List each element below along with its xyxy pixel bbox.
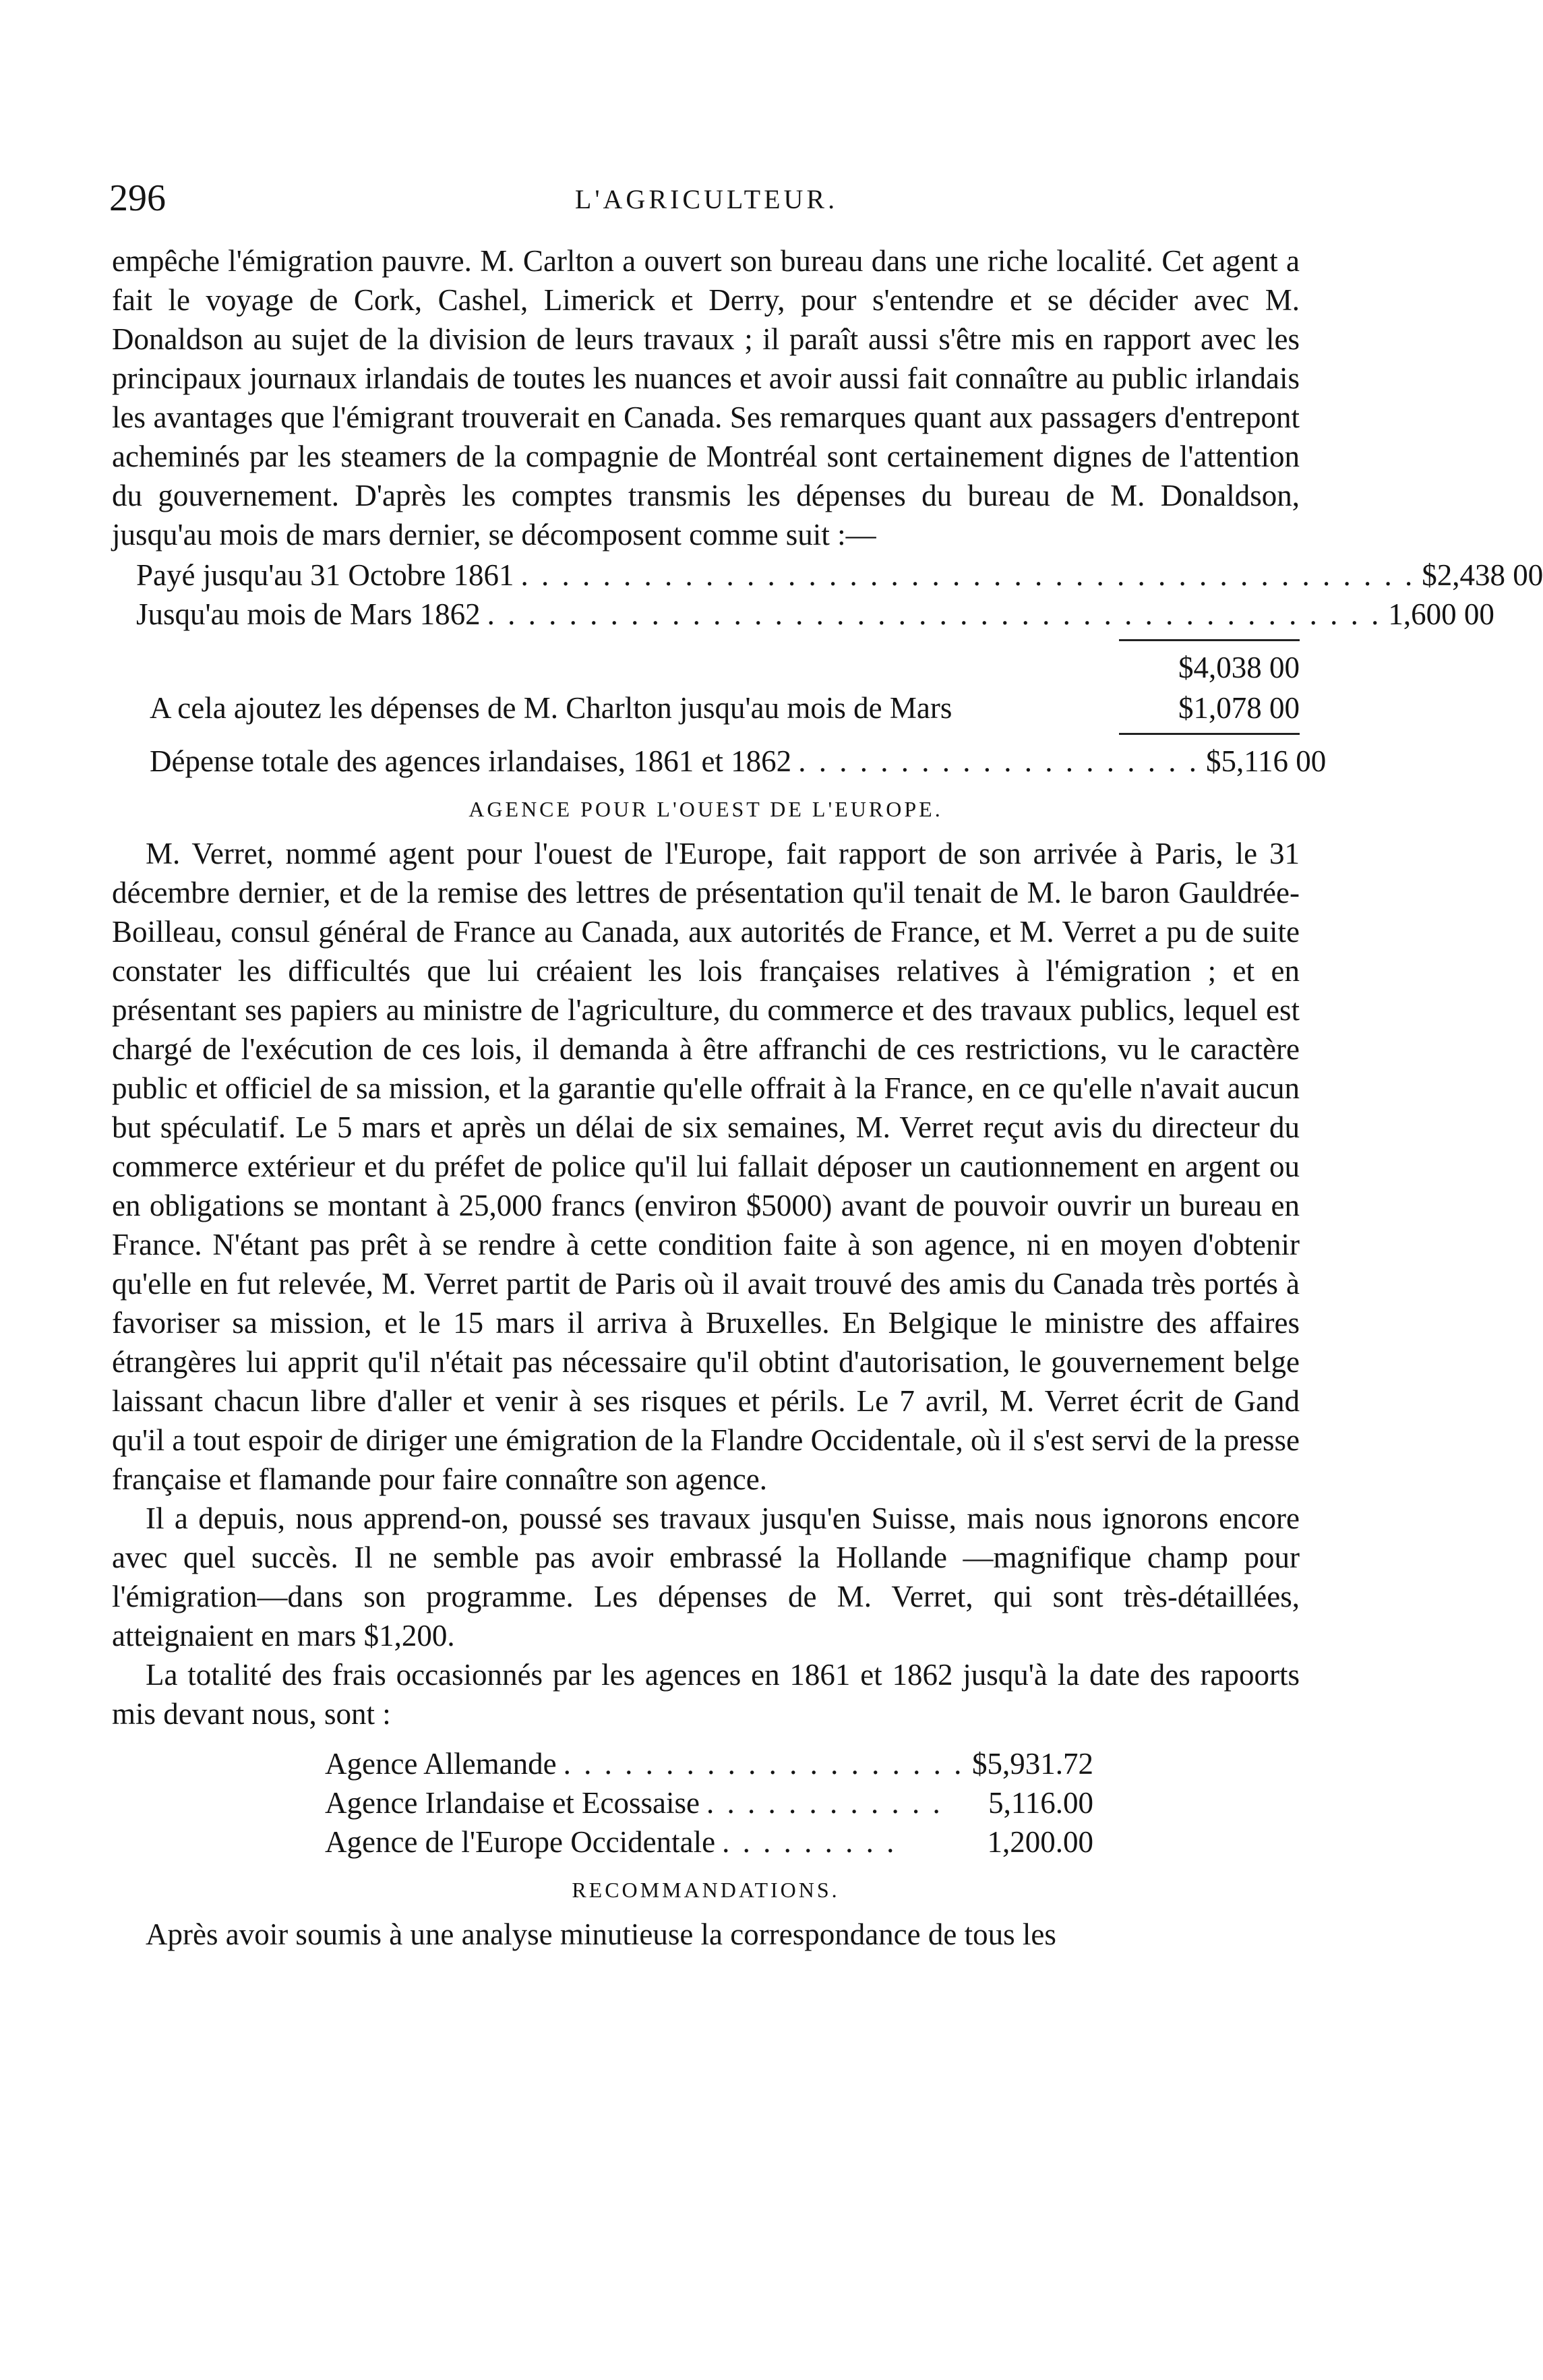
ledger-row	[112, 595, 1494, 634]
ledger-total-row	[112, 742, 1327, 781]
paragraph-totals-intro: La totalité des frais occasionnés par les agences en 1861 et 1862 jusqu'à la date des rapoorts mis devant nous, sont :	[112, 1658, 1300, 1731]
agency-label: Agence de l'Europe Occidentale	[325, 1825, 716, 1859]
leader-dots: . . . . . . . . .	[722, 1825, 897, 1859]
ledger-row	[112, 556, 1543, 595]
expenses-ledger	[112, 556, 1543, 687]
paragraph-verret: M. Verret, nommé agent pour l'ouest de l'Europe, fait rapport de son arrivée à Paris, le 31 décembre dernier, et de la remise des lettres de présentation qu'il tenait de M. le baron Gauldrée-Boilleau, consul général de France au Canada, aux autorités de France, et M. Verret a pu de suite constater les difficultés que lui créaient les lois françaises relatives à l'émigration ; et en présentant ses papiers au ministre de l'agriculture, du commerce et des travaux publics, lequel est chargé de l'exécution de ces lois, il demanda à être affranchi de ces restrictions, vu le caractère public et officiel de sa mission, et la garantie qu'elle offrait à la France, en ce qu'elle n'avait aucun but spéculatif. Le 5 mars et après un délai de six semaines, M. Verret reçut avis du directeur du commerce extérieur et du préfet de police qu'il lui fallait déposer un cautionnement en argent ou en obligations se montant à 25,000 francs (environ $5000) avant de pouvoir ouvrir un bureau en France. N'étant pas prêt à se rendre à cette condition faite à son agence, ni en moyen d'obtenir qu'elle en fut relevée, M. Verret partit de Paris où il avait trouvé des amis du Canada très portés à favoriser sa mission, et le 15 mars il arriva à Bruxelles. En Belgique le ministre des affaires étrangères lui apprit qu'il n'était pas nécessaire qu'il obtint d'autorisation, le gouvernement belge laissant chacun libre d'aller et venir à ses risques et périls. Le 7 avril, M. Verret écrit de Gand qu'il a tout espoir de diriger une émigration de la Flandre Occidentale, où il s'est servi de la presse française et flamande pour faire connaître son agence.	[112, 837, 1300, 1496]
sum-rule	[1119, 639, 1300, 641]
leader-dots: . . . . . . . . . . . .	[706, 1786, 943, 1820]
agency-amount: 1,200.00	[987, 1825, 1093, 1859]
ledger-amount: $2,438 00	[1422, 558, 1543, 592]
sum-rule	[1119, 733, 1300, 735]
paragraph-suisse: Il a depuis, nous apprend-on, poussé ses travaux jusqu'en Suisse, mais nous ignorons encore avec quel succès. Il ne semble pas avoir embrassé la Hollande —magnifique champ pour l'émigration—dans son programme. Les dépenses de M. Verret, qui sont très-détaillées, atteignaient en mars $1,200.	[112, 1501, 1300, 1653]
leader-dots: . . . . . . . . . . . . . . . . . . . .	[798, 744, 1199, 778]
section-heading: AGENCE POUR L'OUEST DE L'EUROPE.	[468, 797, 943, 821]
ledger-amount: 1,600 00	[1388, 597, 1494, 631]
ledger-label: Dépense totale des agences irlandaises, 1861 et 1862	[150, 744, 792, 778]
ledger-subtotal: $4,038 00	[1178, 651, 1300, 684]
leader-dots: . . . . . . . . . . . . . . . . . . . . . . . . . . . . . . . . . . . . . . . . . . . .	[520, 558, 1416, 592]
ledger-amount: $5,116 00	[1205, 744, 1327, 778]
agency-row	[325, 1783, 1093, 1822]
running-title: L'AGRICULTEUR.	[574, 184, 839, 214]
agency-costs-table	[325, 1744, 1093, 1862]
agency-label: Agence Irlandaise et Ecossaise	[325, 1786, 700, 1820]
page-header	[108, 177, 1305, 224]
carlton-expenses	[112, 688, 1327, 781]
leader-dots: . . . . . . . . . . . . . . . . . . . .	[563, 1747, 965, 1781]
paragraph-recommandations: Après avoir soumis à une analyse minutieuse la correspondance de tous les	[146, 1917, 1056, 1951]
ledger-label: A cela ajoutez les dépenses de M. Charlton jusqu'au mois de Mars	[150, 691, 952, 725]
agency-amount: 5,116.00	[988, 1786, 1093, 1820]
leader-dots: . . . . . . . . . . . . . . . . . . . . . . . . . . . . . . . . . . . . . . . . . . . .	[487, 597, 1382, 631]
section-heading: RECOMMANDATIONS.	[572, 1878, 840, 1902]
page-number: 296	[109, 177, 166, 219]
ledger-row	[112, 688, 1300, 727]
page-body	[112, 241, 1543, 1954]
agency-row	[325, 1744, 1093, 1783]
ledger-label: Payé jusqu'au 31 Octobre 1861	[136, 558, 514, 592]
ledger-amount: $1,078 00	[1178, 691, 1300, 725]
paragraph-carlton: empêche l'émigration pauvre. M. Carlton a ouvert son bureau dans une riche localité. Cet agent a fait le voyage de Cork, Cashel, Limerick et Derry, pour s'entendre et se décider avec M. Donaldson au sujet de la division de leurs travaux ; il paraît aussi s'être mis en rapport avec les principaux journaux irlandais de toutes les nuances et avoir aussi fait connaître au public irlandais les avantages que l'émigrant trouverait en Canada. Ses remarques quant aux passagers d'entrepont acheminés par les steamers de la compagnie de Montréal sont certainement dignes de l'attention du gouvernement. D'après les comptes transmis les dépenses du bureau de M. Donaldson, jusqu'au mois de mars dernier, se décomposent comme suit :—	[112, 244, 1300, 552]
agency-row	[325, 1822, 1093, 1862]
ledger-label: Jusqu'au mois de Mars 1862	[136, 597, 481, 631]
agency-amount: $5,931.72	[972, 1747, 1093, 1781]
agency-label: Agence Allemande	[325, 1747, 557, 1781]
